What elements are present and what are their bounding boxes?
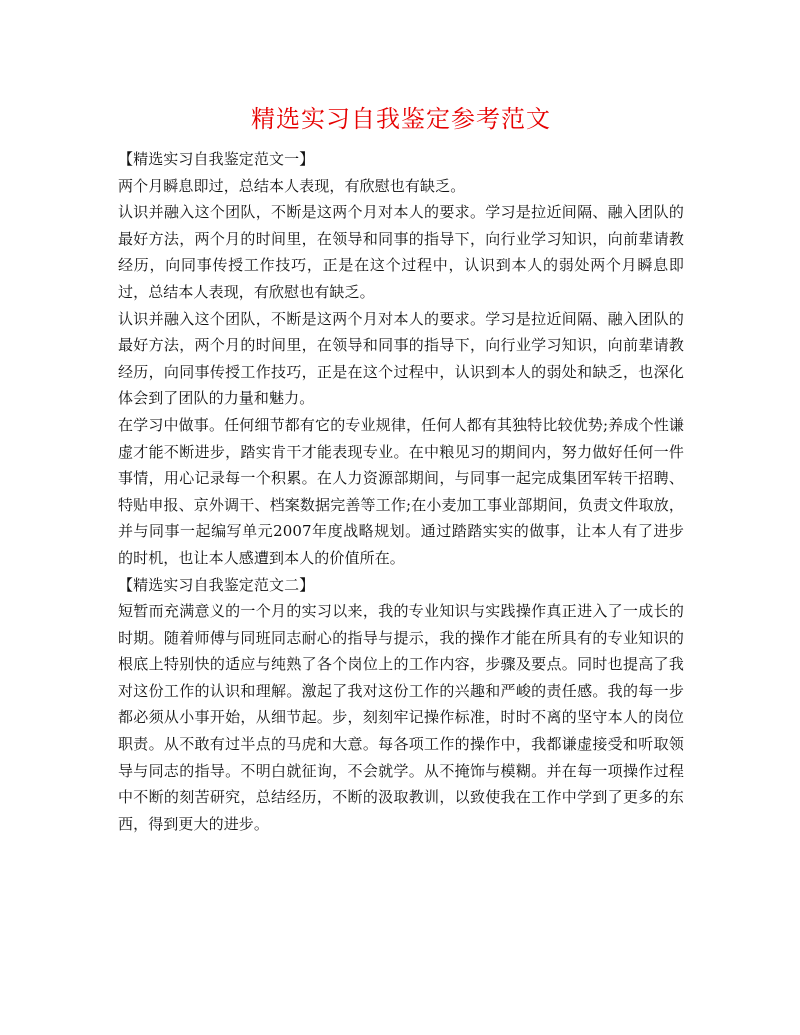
- paragraph-2: 认识并融入这个团队，不断是这两个月对本人的要求。学习是拉近间隔、融入团队的最好方法，两个月的时间里，在领导和同事的指导下，向行业学习知识，向前辈请教经历，向同事传授工作技巧，正是在这个过程中，认识到本人的弱处两个月瞬息即过，总结本人表现，有欣慰也有缺乏。: [118, 203, 684, 301]
- paragraph-5: 短暂而充满意义的一个月的实习以来，我的专业知识与实践操作真正进入了一成长的时期。随着师傅与同班同志耐心的指导与提示，我的操作才能在所具有的专业知识的根底上特别快的适应与纯熟了各个岗位上的工作内容，步骤及要点。同时也提高了我对这份工作的认识和理解。激起了我对这份工作的兴趣和严峻的责任感。我的每一步都必须从小事开始，从细节起。步，刻刻牢记操作标准，时时不离的坚守本人的岗位职责。从不敢有过半点的马虎和大意。每各项工作的操作中，我都谦虚接受和听取领导与同志的指导。不明白就征询，不会就学。从不掩饰与模糊。并在每一项操作过程中不断的刻苦研究，总结经历，不断的汲取教训，以致使我在工作中学到了更多的东西，得到更大的进步。: [118, 602, 684, 833]
- paragraph-1: 两个月瞬息即过，总结本人表现，有欣慰也有缺乏。: [118, 176, 466, 195]
- paragraph-4: 在学习中做事。任何细节都有它的专业规律，任何人都有其独特比较优势;养成个性谦虚才能不断进步，踏实肯干才能表现专业。在中粮见习的期间内，努力做好任何一件事情，用心记录每一个积累。在人力资源部期间，与同事一起完成集团军转干招聘、特贴申报、京外调干、档案数据完善等工作;在小麦加工事业部期间，负责文件取放，并与同事一起编写单元2007年度战略规划。通过踏踏实实的做事，让本人有了进步的时机，也让本人感遭到本人的价值所在。: [118, 415, 684, 567]
- section-heading-2: 【精选实习自我鉴定范文二】: [118, 575, 315, 594]
- document-title: 精选实习自我鉴定参考范文: [251, 105, 551, 133]
- paragraph-3: 认识并融入这个团队，不断是这两个月对本人的要求。学习是拉近间隔、融入团队的最好方法，两个月的时间里，在领导和同事的指导下，向行业学习知识，向前辈请教经历，向同事传授工作技巧，正是在这个过程中，认识到本人的弱处和缺乏，也深化体会到了团队的力量和魅力。: [118, 309, 684, 408]
- section-heading-1: 【精选实习自我鉴定范文一】: [118, 150, 315, 168]
- document-body: [118, 146, 684, 837]
